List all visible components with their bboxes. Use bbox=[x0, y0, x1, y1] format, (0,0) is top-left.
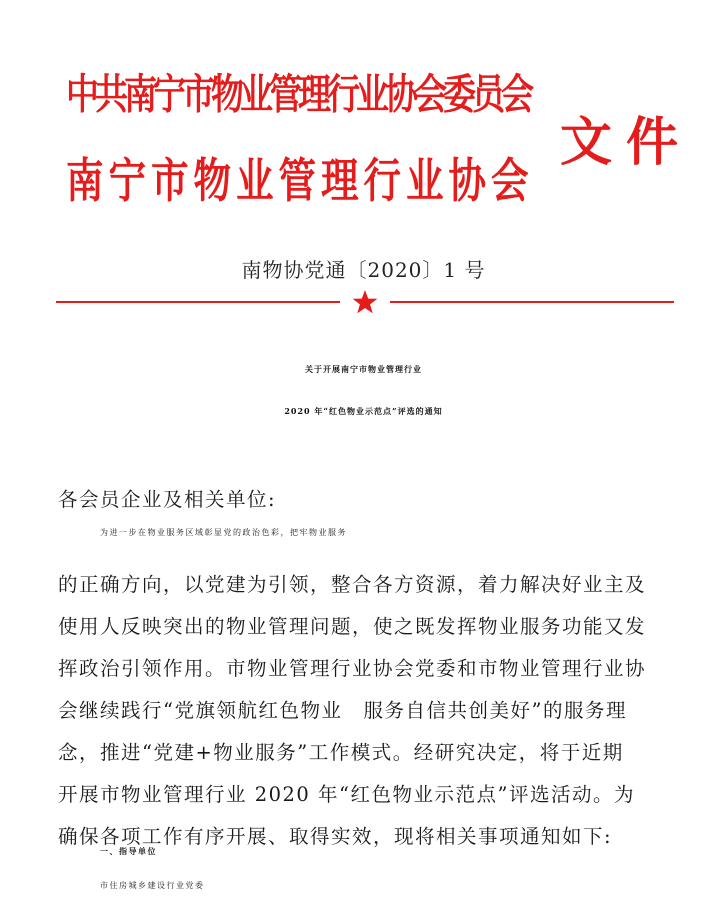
divider-line-left bbox=[56, 301, 340, 303]
masthead-document-word: 文件 bbox=[560, 112, 693, 173]
section-heading: 一、指导单位 bbox=[100, 846, 157, 856]
red-star-icon bbox=[352, 290, 378, 314]
paragraph-line: 挥政治引领作用。市物业管理行业协会党委和市物业管理行业协 bbox=[58, 657, 647, 680]
paragraph-line: 确保各项工作有序开展、取得实效，现将相关事项通知如下: bbox=[58, 825, 613, 848]
notice-title-line-1: 关于开展南宁市物业管理行业 bbox=[305, 364, 422, 374]
paragraph-line: 会继续践行“党旗领航红色物业 服务自信共创美好”的服务理 bbox=[58, 699, 627, 722]
section-content: 市住房城乡建设行业党委 bbox=[100, 881, 205, 890]
salutation: 各会员企业及相关单位: bbox=[58, 488, 277, 511]
paragraph-line: 念，推进“党建+物业服务”工作模式。经研究决定，将于近期 bbox=[58, 741, 624, 764]
masthead-org-line-2: 南宁市物业管理行业协会 bbox=[66, 153, 534, 208]
red-divider bbox=[56, 290, 674, 314]
paragraph-line: 开展市物业管理行业 2020 年“红色物业示范点”评选活动。为 bbox=[58, 783, 635, 806]
divider-line-right bbox=[390, 301, 674, 303]
paragraph-line: 的正确方向，以党建为引领，整合各方资源，着力解决好业主及 bbox=[58, 573, 647, 596]
paragraph-line: 使用人反映突出的物业管理问题，使之既发挥物业服务功能又发 bbox=[58, 615, 647, 638]
masthead-org-line-1: 中共南宁市物业管理行业协会委员会 bbox=[66, 69, 530, 119]
red-masthead bbox=[0, 0, 727, 240]
notice-title-line-2: 2020 年“红色物业示范点”评选的通知 bbox=[284, 406, 443, 416]
paragraph-line: 为进一步在物业服务区域彰显党的政治色彩，把牢物业服务 bbox=[100, 528, 347, 537]
document-number: 南物协党通〔2020〕1 号 bbox=[241, 258, 486, 282]
